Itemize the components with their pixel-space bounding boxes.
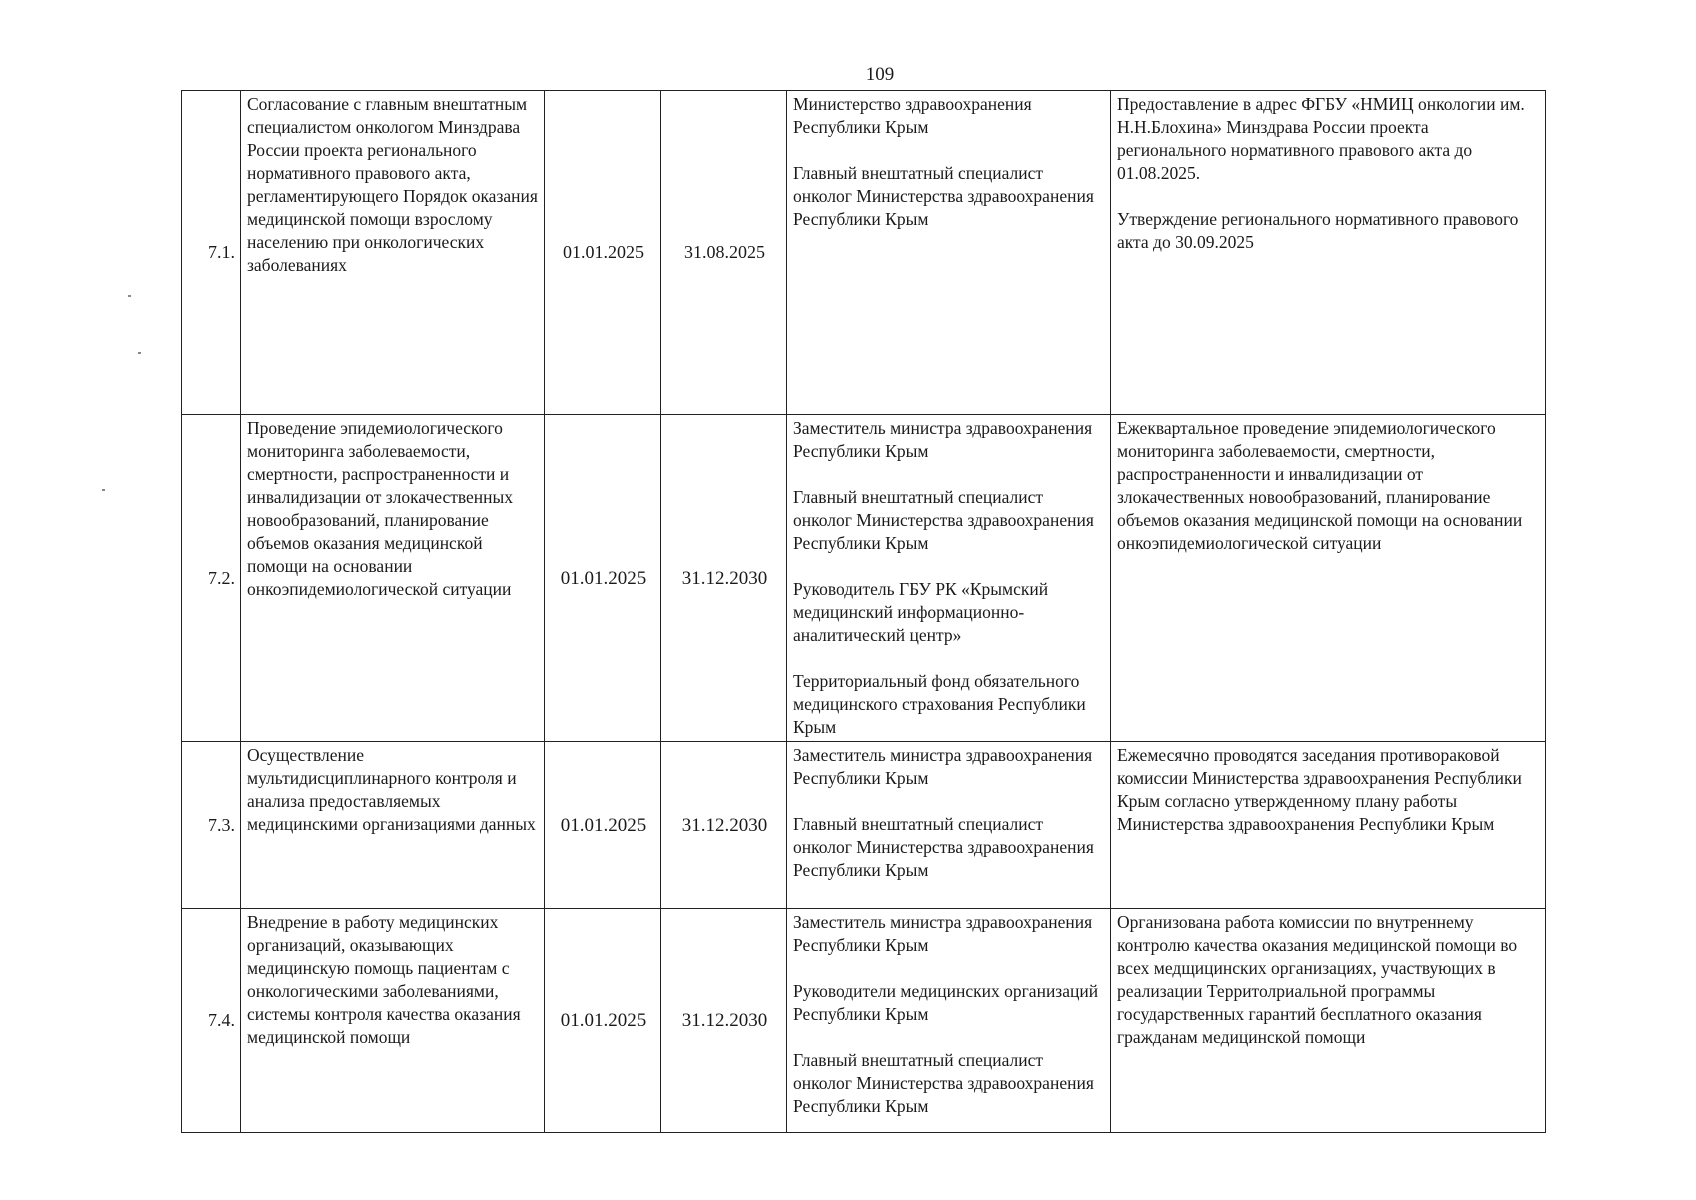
scan-speck	[128, 295, 131, 297]
result-cell	[1111, 909, 1546, 1133]
responsible-cell	[787, 91, 1111, 415]
row-number: 7.4.	[182, 909, 241, 1133]
result-cell	[1111, 415, 1546, 742]
responsible-item: Главный внештатный специалист онколог Министерства здравоохранения Республики Крым	[793, 487, 1094, 553]
table-row	[182, 91, 1546, 415]
result-cell	[1111, 742, 1546, 909]
responsible-item: Заместитель министра здравоохранения Республики Крым	[793, 745, 1093, 788]
table-row	[182, 909, 1546, 1133]
responsible-item: Главный внештатный специалист онколог Министерства здравоохранения Республики Крым	[793, 1050, 1094, 1116]
result-item: Ежемесячно проводятся заседания противораковой комиссии Министерства здравоохранения Республики Крым согласно утвержденному плану работы Министерства здравоохранения Республики Крым	[1117, 745, 1522, 834]
responsible-item: Руководители медицинских организаций Республики Крым	[793, 981, 1099, 1024]
responsible-item: Главный внештатный специалист онколог Министерства здравоохранения Республики Крым	[793, 163, 1094, 229]
result-item: Организована работа комиссии по внутреннему контролю качества оказания медицинской помощи во всех медщицинских организациях, участвующих в реализации Территолриальной программы государственных гарантий бесплатного оказания гражданам медицинской помощи	[1117, 912, 1518, 1047]
responsible-item: Руководитель ГБУ РК «Крымский медицинский информационно-аналитический центр»	[793, 579, 1049, 645]
responsible-cell	[787, 909, 1111, 1133]
responsible-item: Заместитель министра здравоохранения Республики Крым	[793, 418, 1093, 461]
scan-speck	[138, 352, 141, 354]
end-date: 31.08.2025	[661, 91, 787, 415]
scan-speck	[102, 489, 105, 491]
responsible-item: Министерство здравоохранения Республики Крым	[793, 94, 1032, 137]
row-number: 7.3.	[182, 742, 241, 909]
result-cell	[1111, 91, 1546, 415]
result-item: Утверждение регионального нормативного правового акта до 30.09.2025	[1117, 209, 1519, 252]
activity-cell: Согласование с главным внештатным специалистом онкологом Минздрава России проекта регионального нормативного правового акта, регламентирующего Порядок оказания медицинской помощи взрослому населению при онкологических заболеваниях	[241, 91, 545, 415]
activity-plan-table	[181, 90, 1546, 1133]
result-item: Ежеквартальное проведение эпидемиологического мониторинга заболеваемости, смертности, распространенности и инвалидизации от злокачественных новообразований, планирование объемов оказания медицинской помощи на основании онкоэпидемиологической ситуации	[1117, 418, 1523, 553]
start-date: 01.01.2025	[545, 91, 661, 415]
responsible-item: Территориальный фонд обязательного медицинского страхования Республики Крым	[793, 671, 1086, 737]
page-number: 109	[865, 64, 895, 85]
activity-cell: Осуществление мультидисциплинарного контроля и анализа предоставляемых медицинскими организациями данных	[241, 742, 545, 909]
start-date: 01.01.2025	[545, 415, 661, 742]
responsible-cell	[787, 415, 1111, 742]
start-date: 01.01.2025	[545, 909, 661, 1133]
table-row	[182, 742, 1546, 909]
end-date: 31.12.2030	[661, 742, 787, 909]
end-date: 31.12.2030	[661, 415, 787, 742]
row-number: 7.2.	[182, 415, 241, 742]
responsible-item: Главный внештатный специалист онколог Министерства здравоохранения Республики Крым	[793, 814, 1094, 880]
activity-cell: Внедрение в работу медицинских организаций, оказывающих медицинскую помощь пациентам с онкологическими заболеваниями, системы контроля качества оказания медицинской помощи	[241, 909, 545, 1133]
activity-cell: Проведение эпидемиологического мониторинга заболеваемости, смертности, распространенности и инвалидизации от злокачественных новообразований, планирование объемов оказания медицинской помощи на основании онкоэпидемиологической ситуации	[241, 415, 545, 742]
start-date: 01.01.2025	[545, 742, 661, 909]
row-number: 7.1.	[182, 91, 241, 415]
end-date: 31.12.2030	[661, 909, 787, 1133]
table-row	[182, 415, 1546, 742]
result-item: Предоставление в адрес ФГБУ «НМИЦ онкологии им. Н.Н.Блохина» Минздрава России проекта регионального нормативного правового акта до 01.08.2025.	[1117, 94, 1525, 183]
responsible-item: Заместитель министра здравоохранения Республики Крым	[793, 912, 1093, 955]
responsible-cell	[787, 742, 1111, 909]
